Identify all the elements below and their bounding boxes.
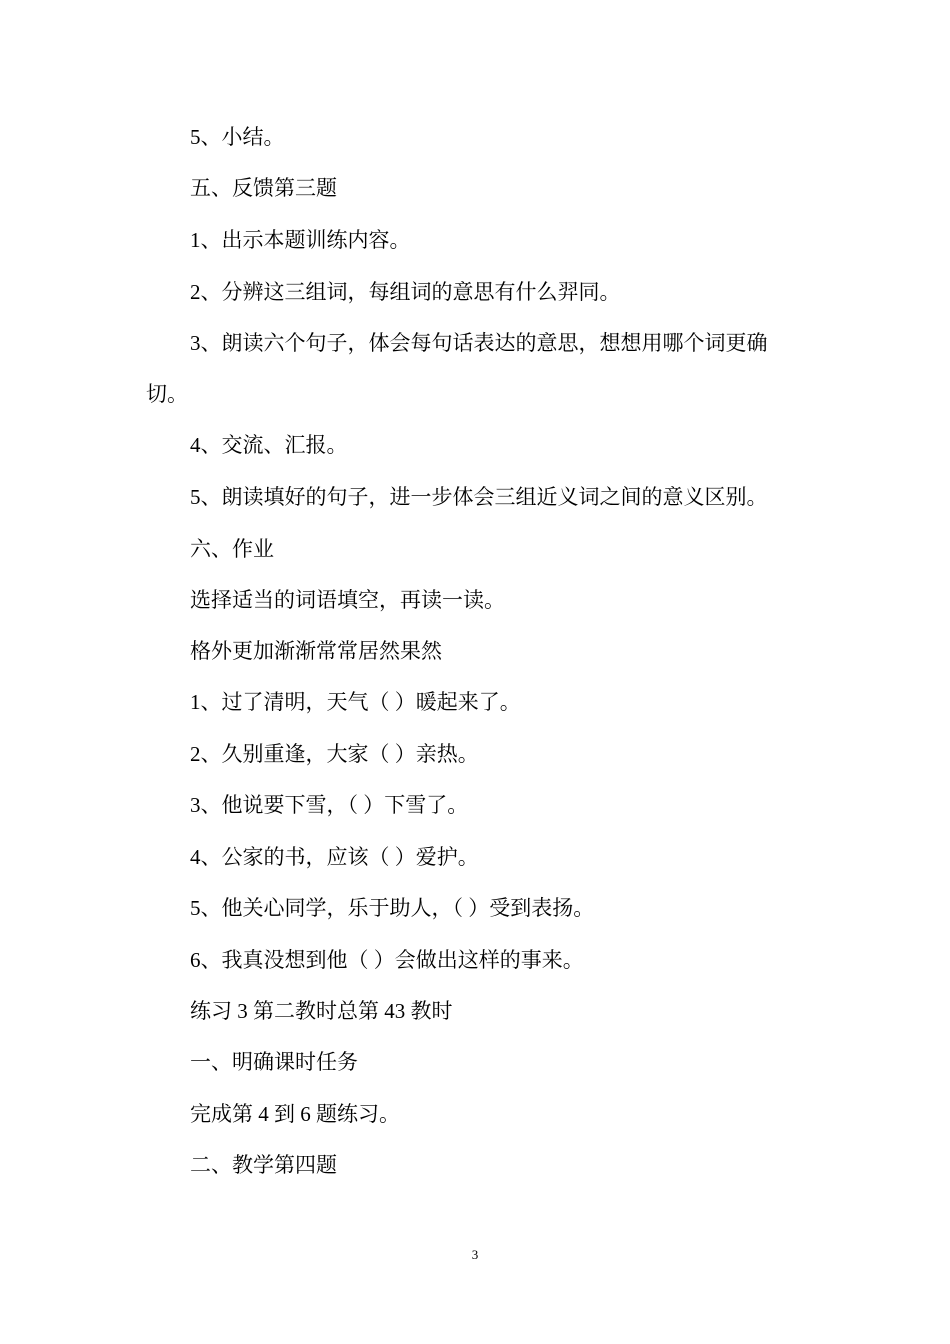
section-heading: 一、明确课时任务 (190, 1050, 358, 1074)
lesson-title: 练习 3 第二教时总第 43 教时 (190, 999, 453, 1023)
section-heading: 五、反馈第三题 (190, 176, 337, 200)
exercise-item: 6、我真没想到他（ ）会做出这样的事来。 (190, 948, 584, 972)
text-line: 1、出示本题训练内容。 (190, 228, 411, 252)
word-bank: 格外更加渐渐常常居然果然 (190, 639, 442, 663)
text-line: 3、朗读六个句子，体会每句话表达的意思，想想用哪个词更确 (190, 331, 768, 355)
text-line: 切。 (146, 382, 188, 406)
section-heading: 二、教学第四题 (190, 1153, 337, 1177)
text-line: 选择适当的词语填空，再读一读。 (190, 588, 505, 612)
section-heading: 六、作业 (190, 537, 274, 561)
text-line: 完成第 4 到 6 题练习。 (190, 1102, 400, 1126)
text-line: 5、小结。 (190, 125, 285, 149)
text-line: 2、分辨这三组词，每组词的意思有什么羿同。 (190, 280, 621, 304)
exercise-item: 1、过了清明，天气（ ）暖起来了。 (190, 690, 521, 714)
page-number: 3 (471, 1247, 479, 1262)
exercise-item: 2、久别重逢，大家（ ）亲热。 (190, 742, 479, 766)
exercise-item: 3、他说要下雪，（ ）下雪了。 (190, 793, 469, 817)
text-line: 4、交流、汇报。 (190, 433, 348, 457)
text-line: 5、朗读填好的句子，进一步体会三组近义词之间的意义区别。 (190, 485, 768, 509)
exercise-item: 5、他关心同学，乐于助人，（ ）受到表扬。 (190, 896, 595, 920)
exercise-item: 4、公家的书，应该（ ）爱护。 (190, 845, 479, 869)
